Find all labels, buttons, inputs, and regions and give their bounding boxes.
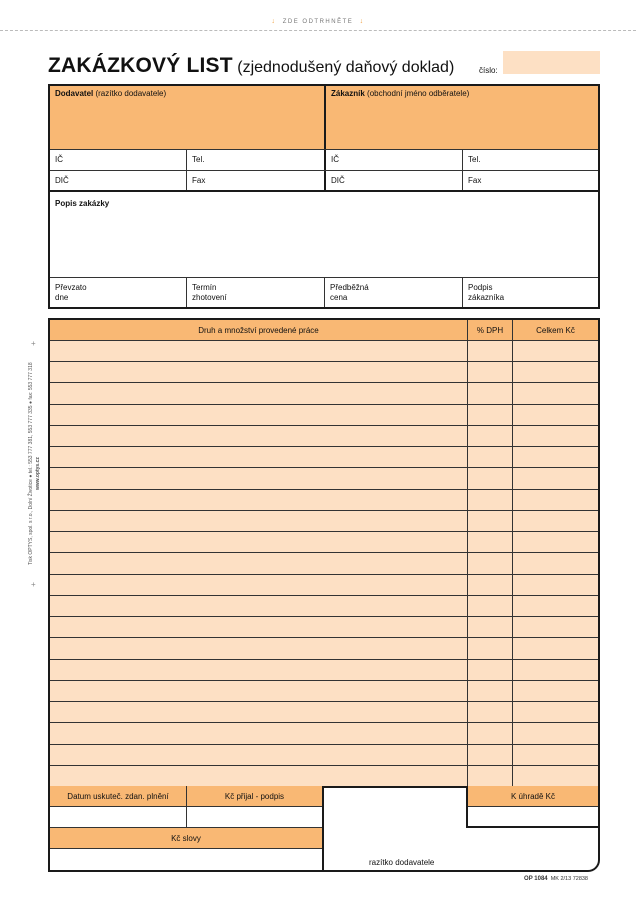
row-divider	[50, 531, 598, 532]
row-divider	[50, 616, 598, 617]
supplier-dic-field[interactable]: DIČ	[55, 176, 69, 185]
table-row[interactable]	[50, 510, 598, 531]
customer-field[interactable]: Zákazník (obchodní jméno odběratele)	[326, 86, 598, 149]
customer-tel-field[interactable]: Tel.	[468, 155, 481, 164]
table-row[interactable]	[50, 680, 598, 701]
customer-dic-field[interactable]: DIČ	[331, 176, 345, 185]
tax-date-header: Datum uskuteč. zdan. plnění	[50, 786, 186, 806]
arrow-down-icon: ↓	[359, 18, 365, 25]
supplier-ic-field[interactable]: IČ	[55, 155, 63, 164]
supplier-field[interactable]: Dodavatel (razítko dodavatele)	[50, 86, 324, 149]
table-row[interactable]	[50, 701, 598, 722]
to-pay-header: K úhradě Kč	[468, 786, 598, 806]
total-column-header: Celkem Kč	[513, 320, 598, 340]
tear-line	[0, 30, 636, 31]
table-row[interactable]	[50, 467, 598, 488]
row-divider	[50, 361, 598, 362]
table-row[interactable]	[50, 340, 598, 361]
customer-ic-field[interactable]: IČ	[331, 155, 339, 164]
tax-date-field[interactable]	[50, 807, 186, 827]
divider	[50, 149, 598, 150]
table-row[interactable]	[50, 531, 598, 552]
registration-mark-icon: +	[31, 339, 36, 348]
row-divider	[50, 489, 598, 490]
to-pay-field[interactable]	[468, 807, 598, 826]
row-divider	[50, 765, 598, 766]
row-divider	[50, 510, 598, 511]
supplier-fax-field[interactable]: Fax	[192, 176, 206, 185]
printer-info: Tisk OPTYS, spol. s r.o., Dolní Životice ● tel.: 553 777 381, 553 777 335 ● fax: 553 777 318	[28, 362, 34, 565]
amount-in-words-header: Kč slovy	[50, 828, 322, 848]
cut-label: ↓ ZDE ODTRHNĚTE ↓	[271, 18, 365, 25]
table-row[interactable]	[50, 361, 598, 382]
table-row[interactable]	[50, 446, 598, 467]
table-row[interactable]	[50, 616, 598, 637]
row-divider	[50, 637, 598, 638]
received-sign-field[interactable]	[187, 807, 322, 827]
number-field[interactable]	[503, 51, 600, 74]
row-divider	[50, 680, 598, 681]
printer-website: www.optys.cz	[35, 457, 41, 490]
row-divider	[50, 595, 598, 596]
row-divider	[50, 425, 598, 426]
received-date-field[interactable]: Převzato dne	[55, 283, 87, 302]
vat-column-header: % DPH	[468, 320, 512, 340]
work-column-header: Druh a množství provedené práce	[50, 320, 467, 340]
supplier-tel-field[interactable]: Tel.	[192, 155, 205, 164]
divider	[50, 170, 598, 171]
row-divider	[50, 404, 598, 405]
amount-in-words-field[interactable]	[50, 849, 322, 870]
completion-deadline-field[interactable]: Termín zhotovení	[192, 283, 227, 302]
row-divider	[50, 446, 598, 447]
section-divider	[50, 190, 598, 192]
table-row[interactable]	[50, 489, 598, 510]
form-code: OP 1084 MK 2/13 72838	[524, 876, 588, 882]
table-row[interactable]	[50, 659, 598, 680]
stamp-label: razítko dodavatele	[369, 858, 435, 867]
table-row[interactable]	[50, 574, 598, 595]
registration-mark-icon: +	[31, 580, 36, 589]
customer-fax-field[interactable]: Fax	[468, 176, 482, 185]
row-divider	[50, 382, 598, 383]
row-divider	[50, 722, 598, 723]
table-row[interactable]	[50, 744, 598, 765]
row-divider	[50, 744, 598, 745]
number-label: číslo:	[479, 66, 498, 75]
received-sign-header: Kč přijal - podpis	[187, 786, 322, 806]
row-divider	[50, 552, 598, 553]
table-row[interactable]	[50, 425, 598, 446]
row-divider	[50, 574, 598, 575]
row-divider	[50, 701, 598, 702]
table-row[interactable]	[50, 765, 598, 786]
row-divider	[50, 659, 598, 660]
table-row[interactable]	[50, 382, 598, 403]
customer-signature-field[interactable]: Podpis zákazníka	[468, 283, 505, 302]
order-description-field[interactable]: Popis zakázky	[55, 199, 110, 208]
row-divider	[50, 467, 598, 468]
table-row[interactable]	[50, 595, 598, 616]
table-row[interactable]	[50, 404, 598, 425]
estimated-price-field[interactable]: Předběžná cena	[330, 283, 369, 302]
table-row[interactable]	[50, 722, 598, 743]
page-title: ZAKÁZKOVÝ LIST (zjednodušený daňový doklad)	[48, 54, 455, 77]
table-row[interactable]	[50, 552, 598, 573]
arrow-down-icon: ↓	[271, 18, 277, 25]
table-row[interactable]	[50, 637, 598, 658]
